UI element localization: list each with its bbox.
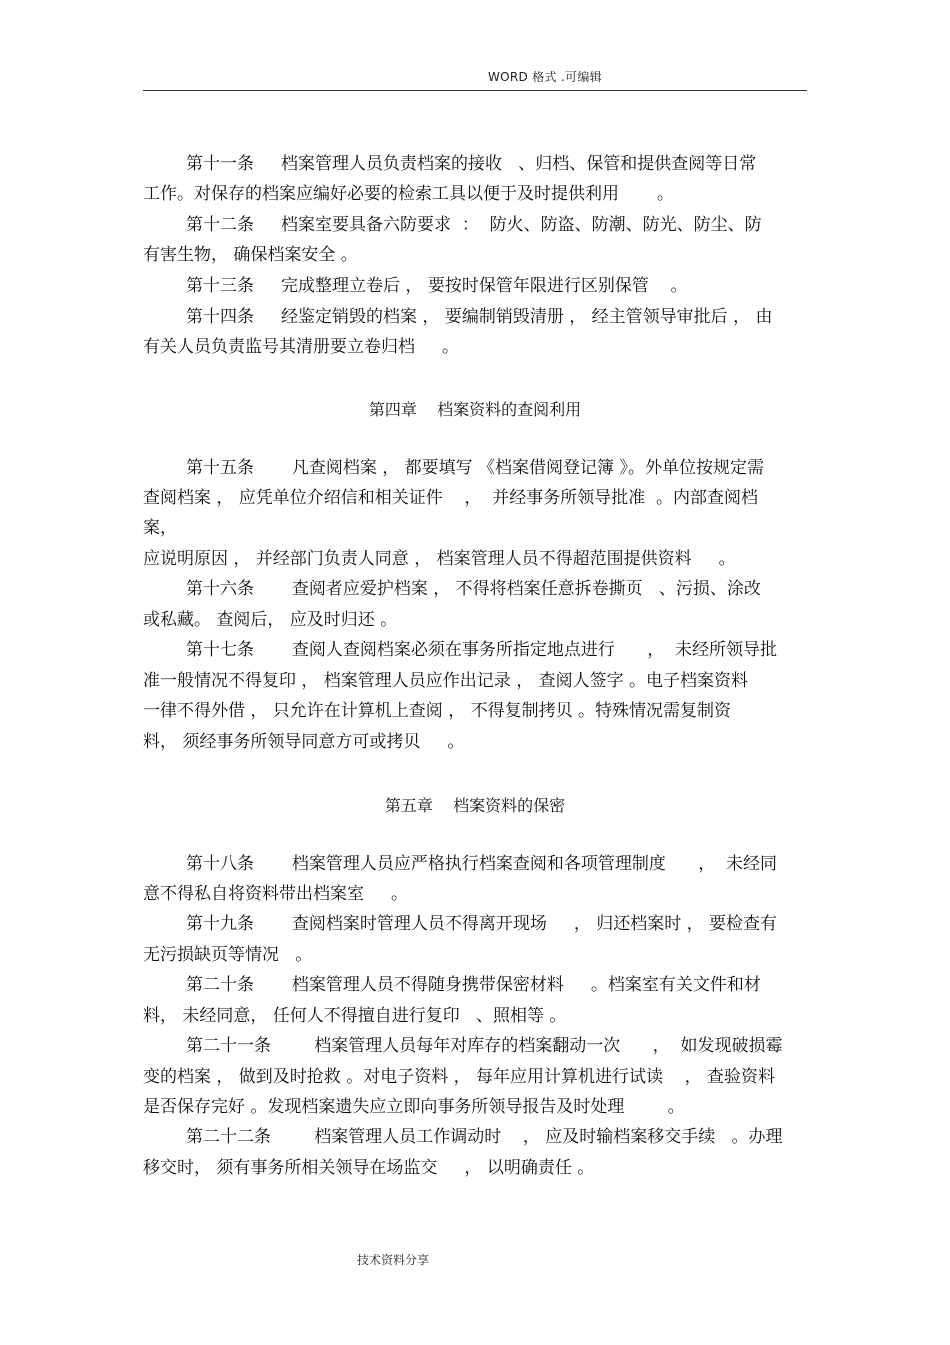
text-line: 有害生物， 确保档案安全 。 bbox=[143, 245, 358, 265]
text-line: 无污损缺页等情况 。 bbox=[143, 945, 313, 965]
text-line: 意不得私自将资料带出档案室 。 bbox=[143, 884, 409, 904]
text-line: 查阅档案 ， 应凭单位介绍信和相关证件 ， 并经事务所领导批准 。内部查阅档 bbox=[143, 488, 759, 508]
text-line: 第十四条 经鉴定销毁的档案 ， 要编制销毁清册 ， 经主管领导审批后 ， 由 bbox=[186, 307, 773, 327]
text-line: 第十一条 档案管理人员负责档案的接收 、归档、保管和提供查阅等日常 bbox=[186, 154, 757, 174]
header-divider bbox=[143, 90, 807, 91]
text-line: 第十三条 完成整理立卷后 ， 要按时保管年限进行区别保管 。 bbox=[186, 276, 688, 296]
text-line: 第十九条 查阅档案时管理人员不得离开现场 ， 归还档案时 ， 要检查有 bbox=[186, 914, 778, 934]
text-line: 第十八条 档案管理人员应严格执行档案查阅和各项管理制度 ， 未经同 bbox=[186, 854, 778, 874]
text-line: 第十二条 档案室要具备六防要求 ： 防火、防盗、防潮、防光、防尘、防 bbox=[186, 215, 762, 235]
text-line: 准一般情况不得复印 ， 档案管理人员应作出记录 ， 查阅人签字 。电子档案资料 bbox=[143, 671, 749, 691]
text-line: 一律不得外借 ， 只允许在计算机上查阅 ， 不得复制拷贝 。特殊情况需复制资 bbox=[143, 701, 732, 721]
text-line: 料， 未经同意， 任何人不得擅自进行复印 、照相等 。 bbox=[143, 1006, 567, 1026]
text-line: 工作。对保存的档案应编好必要的检索工具以便于及时提供利用 。 bbox=[143, 184, 674, 204]
text-line: 第二十条 档案管理人员不得随身携带保密材料 。档案室有关文件和材 bbox=[186, 975, 761, 995]
page-header: WORD 格式 .可编辑 bbox=[488, 70, 602, 84]
text-line: 有关人员负责监号其清册要立卷归档 。 bbox=[143, 337, 460, 357]
text-line: 或私藏。 查阅后， 应及时归还 。 bbox=[143, 610, 398, 630]
text-line: 第十五条 凡查阅档案 ， 都要填写 《档案借阅登记簿 》。外单位按规定需 bbox=[186, 458, 764, 478]
text-line: 第十七条 查阅人查阅档案必须在事务所指定地点进行 ， 未经所领导批 bbox=[186, 640, 778, 660]
text-line: 第二十二条 档案管理人员工作调动时 ， 应及时输档案移交手续 。办理 bbox=[186, 1127, 783, 1147]
text-line: 应说明原因 ， 并经部门负责人同意 ， 档案管理人员不得超范围提供资料 。 bbox=[143, 549, 736, 569]
page-footer: 技术资料分享 bbox=[357, 1253, 430, 1267]
text-line: 第二十一条 档案管理人员每年对库存的档案翻动一次 ， 如发现破损霉 bbox=[186, 1036, 783, 1056]
text-line: 变的档案 ， 做到及时抢救 。对电子资料 ， 每年应用计算机进行试读 ， 查验资料 bbox=[143, 1067, 776, 1087]
chapter-heading: 第四章 档案资料的查阅利用 bbox=[368, 400, 582, 419]
text-line: 移交时， 须有事务所相关领导在场监交 ， 以明确责任 。 bbox=[143, 1158, 595, 1178]
text-line: 料， 须经事务所领导同意方可或拷贝 。 bbox=[143, 732, 465, 752]
chapter-heading: 第五章 档案资料的保密 bbox=[384, 796, 566, 815]
text-line: 案， bbox=[143, 518, 177, 538]
text-line: 第十六条 查阅者应爱护档案 ， 不得将档案任意拆卷撕页 、污损、涂改 bbox=[186, 579, 761, 599]
text-line: 是否保存完好 。发现档案遗失应立即向事务所领导报告及时处理 。 bbox=[143, 1097, 685, 1117]
